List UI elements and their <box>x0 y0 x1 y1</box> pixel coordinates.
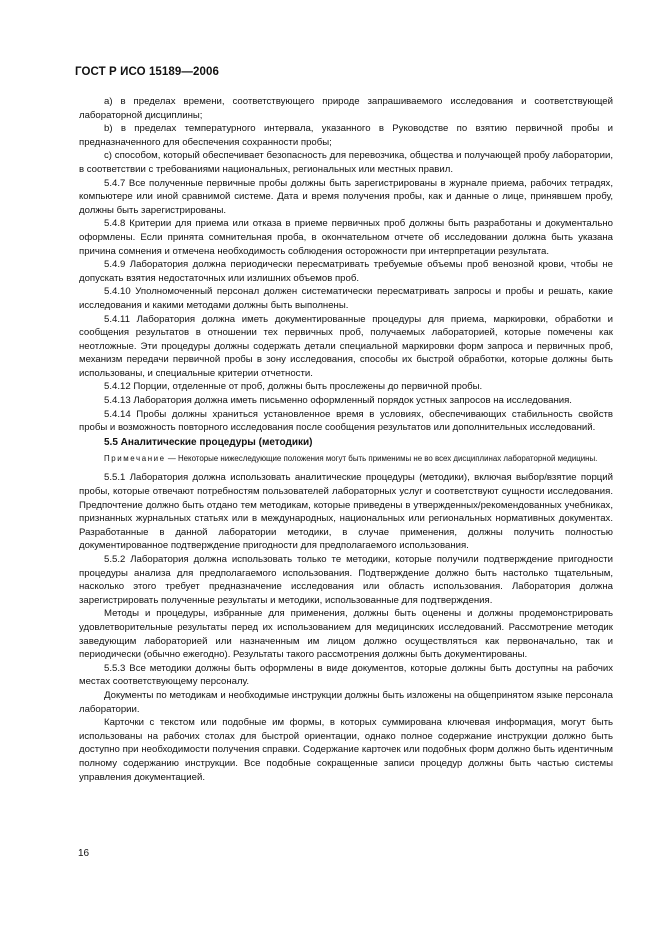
paragraph: Документы по методикам и необходимые инструкции должны быть изложены на общепринятом языке персонала лаборатории. <box>79 689 613 715</box>
note <box>79 453 613 464</box>
paragraph: Карточки с текстом или подобные им формы, в которых суммирована ключевая информация, могут быть использованы на рабочих столах для быстрой ориентации, однако полное содержание инструкции должно быть доступно при необходимости получения справки. Содержание карточек или подобных форм должно быть идентичным полному содержанию инструкции. Все подобные сокращенные записи процедур должны быть частью системы управления документацией. <box>79 717 613 783</box>
paragraph: 5.5.2 Лаборатория должна использовать только те методики, которые получили подтверждение пригодности процедуры анализа для предполагаемого использования. Подтверждение должно быть настолько тщательным, насколько этого требует предназначение исследования или область использования. Лаборатория должна зарегистрировать полученные результаты и методики, использованные для подтверждения. <box>79 554 613 606</box>
document-body <box>79 95 613 784</box>
note-text: — Некоторые нижеследующие положения могут быть применимы не во всех дисциплинах лабораторной медицины. <box>165 454 598 464</box>
paragraph: 5.4.9 Лаборатория должна периодически пересматривать требуемые объемы проб венозной крови, чтобы не допускать взятия недостаточных или излишних объемов проб. <box>79 259 613 284</box>
paragraph: 5.4.8 Критерии для приема или отказа в приеме первичных проб должны быть разработаны и документально оформлены. Если принята сомнительная проба, в окончательном отчете об исследовании должна быть указана причина сомнения и отмечена необходимость соблюдения осторожности при интерпретации результата. <box>79 218 613 257</box>
paragraph: Методы и процедуры, избранные для применения, должны быть оценены и должны продемонстрировать удовлетворительные результаты перед их использованием для медицинских исследований. Рассмотрение методик заведующим лабораторией или назначенным им лицом должно осуществляться как первоначально, так и периодически (обычно ежегодно). Результаты такого рассмотрения должны быть документированы. <box>79 608 613 661</box>
section-heading: 5.5 Аналитические процедуры (методики) <box>104 436 313 448</box>
note-label: Примечание <box>104 454 166 464</box>
paragraph: a) в пределах времени, соответствующего природе запрашиваемого исследования и соответствующей лабораторной дисциплины; <box>79 96 613 121</box>
paragraph: c) способом, который обеспечивает безопасность для перевозчика, общества и получающей пробу лаборатории, в соответствии с требованиями национальных, региональных или местных правил. <box>79 150 613 175</box>
paragraph: 5.5.3 Все методики должны быть оформлены в виде документов, которые должны быть доступны на рабочих местах соответствующему персоналу. <box>79 662 613 688</box>
paragraph: 5.4.7 Все полученные первичные пробы должны быть зарегистрированы в журнале приема, рабочих тетрадях, компьютере или иной сравнимой системе. Дата и время получения пробы, как и данные о лице, принявшем пробу, должны быть зарегистрированы. <box>79 177 613 216</box>
paragraph: 5.4.10 Уполномоченный персонал должен систематически пересматривать запросы и пробы и решать, какие исследования и какими методами должны быть выполнены. <box>79 286 613 311</box>
page-number: 16 <box>78 848 90 859</box>
paragraph: 5.4.14 Пробы должны храниться установленное время в условиях, обеспечивающих стабильность свойств пробы и возможность повторного исследования после сообщения результатов или дополнительных исследований. <box>79 408 613 434</box>
page-header-title: ГОСТ Р ИСО 15189—2006 <box>75 66 220 78</box>
paragraph: 5.4.11 Лаборатория должна иметь документированные процедуры для приема, маркировки, обработки и сообщения результатов в отношении тех первичных проб, получаемых лабораторией, которые помечены как неотложные. Эти процедуры должны содержать детали специальной маркировки форм запроса и первичных проб, механизм передачи первичной пробы в зону исследования, способы их быстрой обработки, которые должны быть использованы, и специальные критерии отчетности. <box>79 313 613 379</box>
paragraph: b) в пределах температурного интервала, указанного в Руководстве по взятию первичной пробы и предназначенного для обеспечения сохранности пробы; <box>79 123 613 148</box>
paragraph: 5.4.13 Лаборатория должна иметь письменно оформленный порядок устных запросов на исследования. <box>104 395 572 407</box>
paragraph: 5.4.12 Порции, отделенные от проб, должны быть прослежены до первичной пробы. <box>104 381 483 393</box>
paragraph: 5.5.1 Лаборатория должна использовать аналитические процедуры (методики), включая выбор/взятие порций пробы, которые отвечают потребностям пользователей лабораторных услуг и соответствуют сущности исследования. Предпочтение должно быть отдано тем методикам, которые приведены в утвержденных/рекомендованных учебниках, признанных журнальных статьях или в международных, национальных или региональных нормативных документах. Разработанные в данной лаборатории методики, в случае применения, должны получить полностью документированное подтверждение пригодности для предполагаемого использования. <box>79 472 613 552</box>
